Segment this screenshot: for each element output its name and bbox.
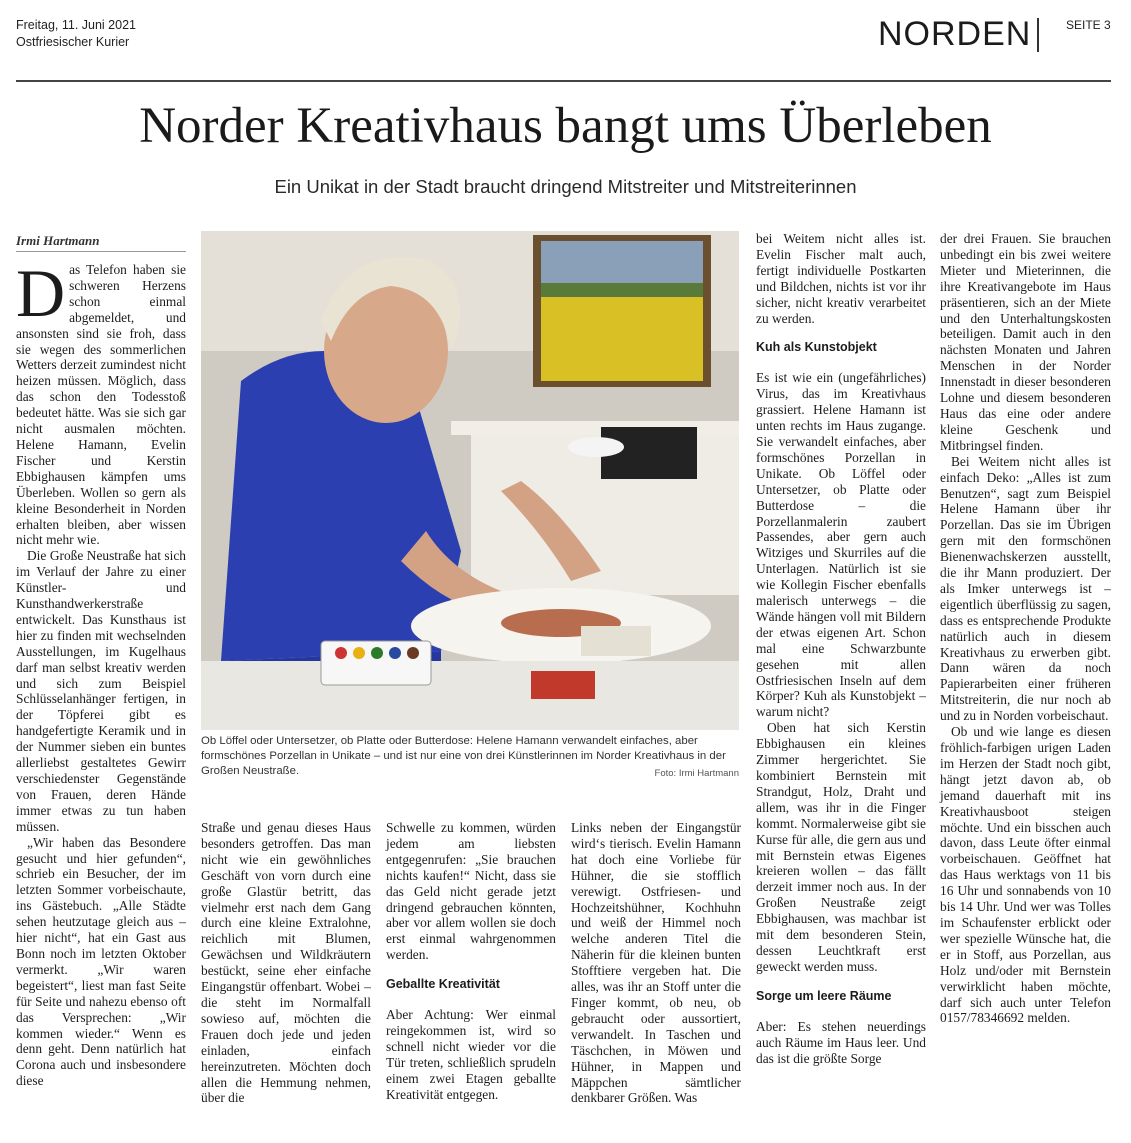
page-number: SEITE 3 — [1066, 18, 1111, 32]
paragraph: bei Weitem nicht alles ist. Evelin Fischer malt auch, fertigt individuelle Postkarten und Bildchen, nichts ist vor ihr sicher, nicht kreativ verarbeitet zu werden. — [756, 231, 926, 326]
paragraph: Bei Weitem nicht alles ist einfach Deko: „Alles ist zum Benutzen“, sagt zum Beispiel Helene Hamann über ihr Porzellan. Das sie im Übrigen gern mit den formschönen Bienenwachskerzen ausstellt, die ihr Mann produziert. Der als Imker unterwegs ist – eigentlich überflüssig zu sagen, dass es entsprechende Produkte natürlich auch in diesem Kreativhaus zu erwerben gibt. Dann wären da noch Papierarbeiten einer früheren Mitstreiterin, die nur noch ab und zu in Norden vorbeischaut. — [940, 453, 1111, 724]
photo-credit: Foto: Irmi Hartmann — [654, 768, 739, 779]
paragraph: Links neben der Eingangstür wird‘s tierisch. Evelin Hamann hat doch eine Vorliebe für Hühner, die sie stofflich verewigt. Ostfriesen- und Hochzeitshühner, Kochhuhn und weiß der Himmel noch welche anderen Titel die Näherin für die kleinen bunten Stofftiere vergeben hat. Die alles, was ihr an Stoff unter die Finger kommt, ob neu, ob gebraucht oder aussortiert, verwandelt. In Taschen und Täschchen, in Möwen und Hühner, in Mappen und Mäppchen sämtlicher denkbarer Größen. Was — [571, 820, 741, 1106]
photo-caption — [201, 734, 739, 779]
paragraph: Oben hat sich Kerstin Ebbighausen ein kleines Zimmer hergerichtet. Sie kombiniert Bernstein mit Strandgut, Holz, Draht und allem, was ihr in die Finger kommt. Normalerweise gibt sie Kurse für alle, die gern aus und mit Bernstein etwas Eigenes kreieren wollen – das fällt derzeit immer noch aus. In der Großen Neustraße zeigt Ebbighausen, was machbar ist mit dem besonderen Stein, dessen Leuchtkraft erst geweckt werden muss. — [756, 720, 926, 974]
paragraph: Schwelle zu kommen, würden jedem am liebsten entgegenrufen: „Sie brauchen nichts kaufen!“ Nicht, dass sie das Geld nicht gerade jetzt dringend gebrauchen könnten, aber vor allem wollen sie doch erst einmal wahrgenommen werden. — [386, 820, 556, 963]
paragraph: Aber: Es stehen neuerdings auch Räume im Haus leer. Und das ist die größte Sorge — [756, 1018, 926, 1066]
paragraph: „Wir haben das Besondere gesucht und hier gefunden“, schrieb ein Besucher, der im letzten Sommer vorbeischaute, ins Gästebuch. „Alle Städte sehen heutzutage gleich aus – hier nicht“, hat ein Gast aus Bonn noch im letzten Oktober vermerkt. „Wir waren begeistert“, liest man fast Seite für Seite und nahezu ebenso oft das Versprechen: „Wir kommen wieder.“ Wenn es denn geht. Denn natürlich hat Corona auch und insbesondere diese — [16, 834, 186, 1089]
author-byline: Irmi Hartmann — [16, 233, 186, 252]
section-title: NORDEN — [878, 15, 1032, 53]
issue-date: Freitag, 11. Juni 2021 — [16, 18, 136, 32]
article-column-4 — [571, 820, 741, 1106]
header-rule — [16, 80, 1111, 82]
subheading: Kuh als Kunstobjekt — [756, 340, 877, 355]
header-divider — [1037, 18, 1039, 52]
paragraph: der drei Frauen. Sie brauchen unbedingt ein bis zwei weitere Mieter und Mieterinnen, die ihre Kreativangebote im Haus präsentieren, sich an der Miete und den Unterhaltungskosten beteiligen. Damit auch in den nächsten Monaten und Jahren Menschen in der Norder Innenstadt in dieser besonderen Lohne und diesem besonderen Haus das eine oder andere kleine Geschenk und Mitbringsel finden. — [940, 231, 1111, 453]
drop-cap: D — [16, 255, 66, 331]
paragraph: Die Große Neustraße hat sich im Verlauf der Jahre zu einer Künstler- und Kunsthandwerkerstraße entwickelt. Das Kunsthaus ist hier zu finden mit wechselnden Ausstellungen, im Kugelhaus darf man selbst kreativ werden und sich zum Beispiel Schlüsselanhänger fertigen, in der Töpferei gibt es handgefertigte Keramik und in der Nummer sieben ein buntes allerliebst gestaltetes Gewirr verschiedenster Gegenstände von Frauen, deren Hände immer etwas zu tun haben müssen. — [16, 548, 186, 834]
masthead-info — [16, 17, 136, 51]
caption-text: Ob Löffel oder Untersetzer, ob Platte oder Butterdose: Helene Hamann verwandelt einfaches, aber formschönes Porzellan in Unikate – und ist nur eine von drei Künstlerinnen im Norder Kreativhaus in der Großen Neustraße. — [201, 735, 726, 777]
paragraph: Ob und wie lange es diesen fröhlich-farbigen urigen Laden im Herzen der Stadt noch gibt, hängt jetzt davon ab, ob jemand dauerhaft mit ins Kreativhausboot steigen möchte. Und ein bisschen auch davon, dass Leute öfter einmal vorbeischauen. Geöffnet hat das Haus werktags von 11 bis 16 Uhr und sonnabends von 10 bis 14 Uhr. Und wer was Tolles im Schaufenster erblickt oder wer spezielle Wünsche hat, die er in Stoff, aus Porzellan, aus Holz und/oder mit Bernstein verwirklicht haben möchte, darf sich auch unter Telefon 0157/78346692 melden. — [940, 724, 1111, 1026]
subheading: Sorge um leere Räume — [756, 988, 892, 1003]
paragraph: Straße und genau dieses Haus besonders getroffen. Das man nicht wie ein gewöhnliches Geschäft von vorn durch eine große Glastür betritt, das vielmehr erst nach dem Gang durch eine kleine Extralohne, reichlich mit Blumen, Gewächsen und Wildkräutern bestückt, seine eher einfache Eingangstür offenbart. Wobei – die steht im Normalfall sowieso auf, möchten die Frauen doch jede und jeden einladen, einfach hereinzutreten. Möchten doch allen die Hemmung nehmen, über die — [201, 820, 371, 1106]
newspaper-name: Ostfriesischer Kurier — [16, 35, 130, 49]
subheading: Geballte Kreativität — [386, 977, 500, 992]
article-column-3 — [386, 820, 556, 1103]
photo-illustration — [201, 231, 739, 730]
paragraph: Aber Achtung: Wer einmal reingekommen ist, wird so schnell nicht wieder vor die Tür treten, schließlich sprudeln einem zwei Etagen geballte Kreativität entgegen. — [386, 1007, 556, 1102]
article-column-6 — [940, 231, 1111, 1026]
article-subheadline: Ein Unikat in der Stadt braucht dringend Mitstreiter und Mitstreiterinnen — [274, 176, 857, 197]
article-photo — [201, 231, 739, 730]
article-column-5 — [756, 231, 926, 1066]
paragraph: Es ist wie ein (ungefährliches) Virus, das im Kreativhaus grassiert. Helene Hamann ist unten rechts im Haus zugange. Sie verwandelt einfaches, aber formschönes Porzellan in Unikate. Ob Löffel oder Untersetzer, ob Platte oder Butterdose – die Porzellanmalerin zaubert Passendes, aber gern auch Witziges und Skurriles auf die Unterlagen. Natürlich ist sie wie Kollegin Fischer ebenfalls malerisch unterwegs – die Wände hängen voll mit Bildern der etwas eigenen Art. Schon mal eine Schwarzbunte gesehen mit allen Ostfriesischen Inseln auf dem Körper? Kuh als Kunstobjekt – warum nicht? — [756, 370, 926, 720]
article-headline: Norder Kreativhaus bangt ums Überleben — [139, 98, 992, 154]
paragraph: Das Telefon haben sie schweren Herzens schon einmal abgemeldet, und ansonsten sind sie froh, dass sie wegen des sommerlichen Wetters derzeit zumindest nicht heizen müssen. Möglich, dass das schon den Todesstoß bedeutet hätte. Was sie sich gar nicht ausmalen möchten. Helene Hamann, Evelin Fischer und Kerstin Ebbighausen kämpfen ums Überleben. Wollen so gern als kleine Besonderheit in Norden erhalten bleiben, aber wissen nicht mehr wie. — [16, 255, 186, 548]
article-column-2 — [201, 820, 371, 1106]
article-column-1 — [16, 255, 186, 1089]
